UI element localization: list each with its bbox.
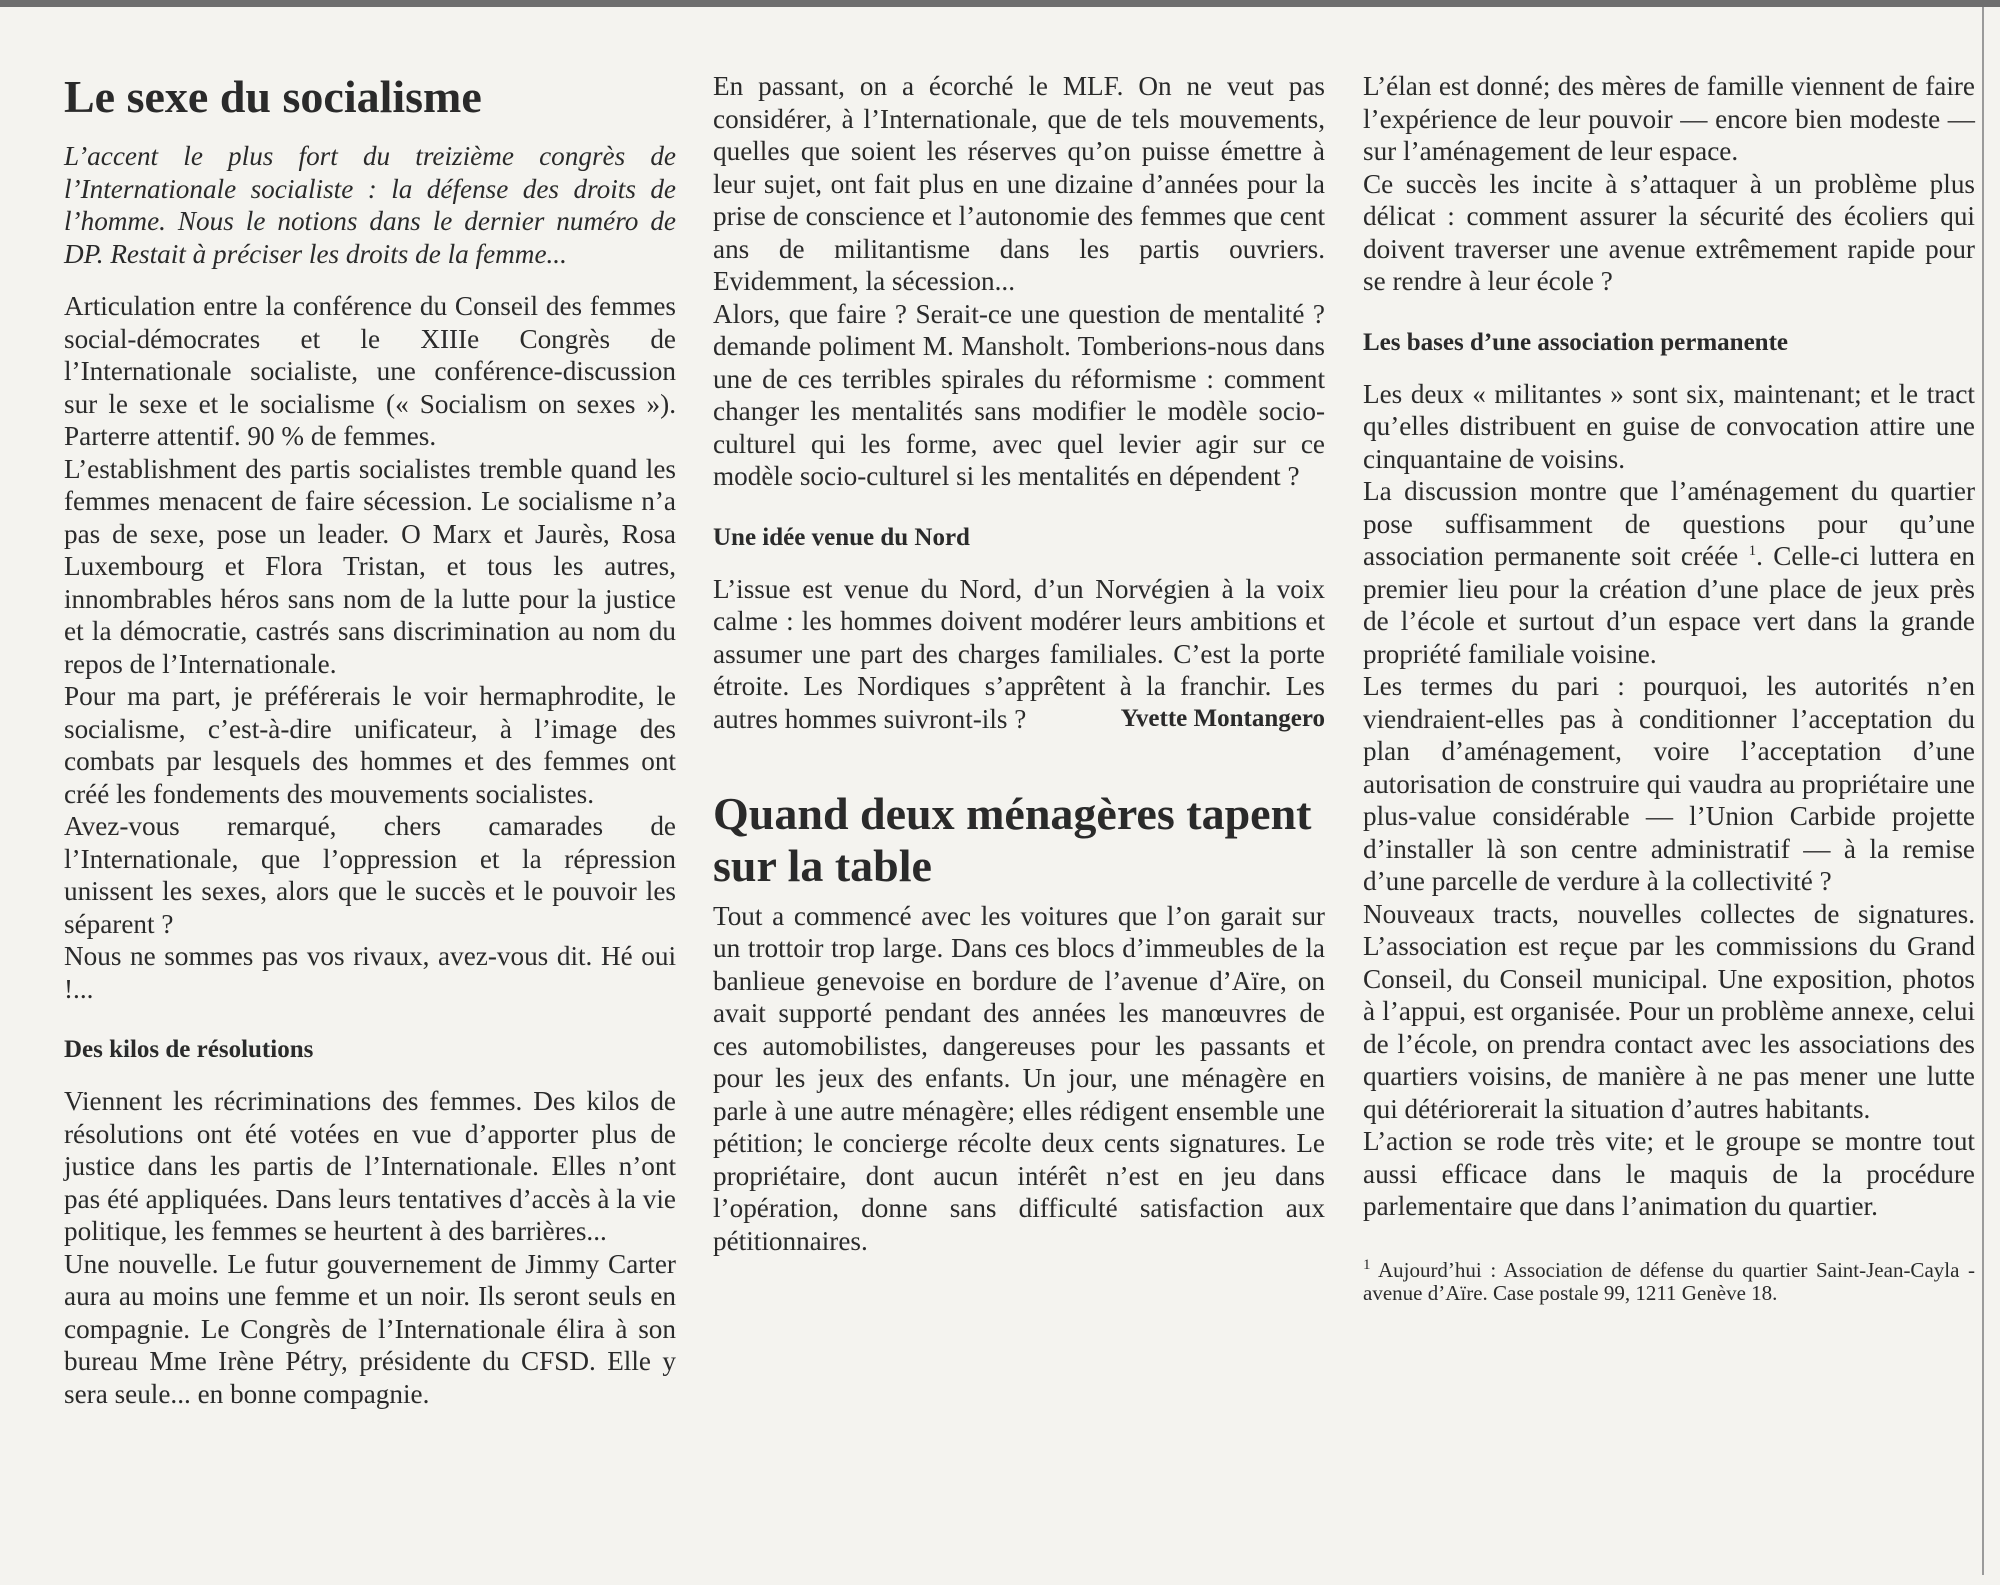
paragraph: Viennent les récriminations des femmes. Des kilos de résolutions ont été votées en vue d’apporter plus de justice dans les partis de l’Internationale. Elles n’ont pas été appliquées. Dans leurs tentatives d’accès à la vie politique, les femmes se heurtent à des barrières... bbox=[64, 1086, 676, 1246]
paragraph: Articulation entre la conférence du Conseil des femmes social-démocrates et le XIIIe Congrès de l’Internationale socialiste, une conférence-discussion sur le sexe et le socialisme (« Socialism on sexes »). Parterre attentif. 90 % de femmes. bbox=[64, 291, 676, 451]
column-1 bbox=[64, 60, 676, 1410]
column-2 bbox=[713, 70, 1325, 1257]
subheading: Les bases d’une association permanente bbox=[1363, 328, 1789, 356]
paragraph: Pour ma part, je préférerais le voir hermaphrodite, le socialisme, c’est-à-dire unificateur, à l’image des combats par lesquels des hommes et des femmes ont créé les fondements des mouvements socialistes. bbox=[64, 681, 676, 809]
page-top-rule bbox=[0, 0, 2000, 7]
paragraph: Nouveaux tracts, nouvelles collectes de signatures. L’association est reçue par les commissions du Grand Conseil, du Conseil municipal. Une exposition, photos à l’appui, est organisée. Pour un problème annexe, celui de l’école, on prendra contact avec les associations des quartiers voisins, de manière à ne pas mener une lutte qui détériorerait la situation d’autres habitants. bbox=[1363, 898, 1975, 1124]
paragraph: L’issue est venue du Nord, d’un Norvégien à la voix calme : les hommes doivent modérer leurs ambitions et assumer une part des charges familiales. C’est la porte étroite. Les Nordiques s’apprêtent à la franchir. Les autres hommes suivront-ils ? bbox=[713, 573, 1325, 734]
paragraph: Tout a commencé avec les voitures que l’on garait sur un trottoir trop large. Dans ces blocs d’immeubles de la banlieue genevoise en bordure de l’avenue d’Aïre, on avait supporté pendant des années les manœuvres de ces automobilistes, dangereuses pour les passants et pour les jeux des enfants. Un jour, une ménagère en parle à une autre ménagère; elles rédigent ensemble une pétition; le concierge récolte deux cents signatures. Le propriétaire, dont aucun intérêt n’est en jeu dans l’opération, donne sans difficulté satisfaction aux pétitionnaires. bbox=[713, 900, 1325, 1256]
paragraph: Une nouvelle. Le futur gouvernement de Jimmy Carter aura au moins une femme et un noir. Ils seront seuls en compagnie. Le Congrès de l’Internationale élira à son bureau Mme Irène Pétry, présidente du CFSD. Elle y sera seule... en bonne compagnie. bbox=[64, 1248, 676, 1409]
article-title: Quand deux ménagères tapent sur la table bbox=[713, 787, 1312, 891]
paragraph-text: La discussion montre que l’aménagement du quartier pose suffisamment de questions pour qu’une association permanente soit créée bbox=[1363, 476, 1975, 571]
column-3 bbox=[1363, 70, 1975, 1305]
article-lede: L’accent le plus fort du treizième congrès de l’Internationale socialiste : la défense des droits de l’homme. Nous le notions dans le dernier numéro de DP. Restait à préciser les droits de la femme... bbox=[64, 141, 676, 269]
paragraph: Les deux « militantes » sont six, maintenant; et le tract qu’elles distribuent en guise de convocation attire une cinquantaine de voisins. bbox=[1363, 378, 1975, 474]
footnote-marker: 1 bbox=[1748, 542, 1757, 559]
paragraph: Les termes du pari : pourquoi, les autorités n’en viendraient-elles pas à conditionner l’acceptation du plan d’aménagement, voire l’acceptation d’une autorisation de construire qui vaudra au propriétaire une plus-value considérable — l’Union Carbide projette d’installer là son centre administratif — à la remise d’une parcelle de verdure à la collectivité ? bbox=[1363, 671, 1975, 896]
paragraph: Nous ne sommes pas vos rivaux, avez-vous dit. Hé oui !... bbox=[64, 941, 676, 1004]
subheading: Une idée venue du Nord bbox=[713, 523, 970, 551]
author-signature: Yvette Montangero bbox=[1120, 705, 1325, 732]
paragraph: En passant, on a écorché le MLF. On ne veut pas considérer, à l’Internationale, que de tels mouvements, quelles que soient les réserves qu’on puisse émettre à leur sujet, ont fait plus en une dizaine d’années pour la prise de conscience et l’autonomie des femmes que cent ans de militantisme dans les partis ouvriers. Evidemment, la sécession... bbox=[713, 71, 1325, 296]
paragraph: Ce succès les incite à s’attaquer à un problème plus délicat : comment assurer la sécurité des écoliers qui doivent traverser une avenue extrêmement rapide pour se rendre à leur école ? bbox=[1363, 168, 1975, 296]
footnote-marker: 1 bbox=[1363, 1256, 1371, 1273]
paragraph: Alors, que faire ? Serait-ce une question de mentalité ? demande poliment M. Mansholt. Tomberions-nous dans une de ces terribles spirales du réformisme : comment changer les mentalités sans modifier le modèle socio-culturel qui les forme, avec quel levier agir sur ce modèle socio-culturel si les mentalités en dépendent ? bbox=[713, 298, 1325, 491]
paragraph: L’action se rode très vite; et le groupe se montre tout aussi efficace dans le maquis de la procédure parlementaire que dans l’animation du quartier. bbox=[1363, 1126, 1975, 1221]
footnote bbox=[1363, 1256, 1976, 1305]
paragraph bbox=[1363, 475, 1975, 670]
article-title: Le sexe du socialisme bbox=[64, 71, 482, 122]
subheading: Des kilos de résolutions bbox=[64, 1036, 314, 1063]
paragraph: L’élan est donné; des mères de famille viennent de faire l’expérience de leur pouvoir — encore bien modeste — sur l’aménagement de leur espace. bbox=[1363, 71, 1975, 166]
paragraph: Avez-vous remarqué, chers camarades de l’Internationale, que l’oppression et la répression unissent les sexes, alors que le succès et le pouvoir les séparent ? bbox=[64, 811, 676, 939]
paragraph: L’establishment des partis socialistes tremble quand les femmes menacent de faire sécession. Le socialisme n’a pas de sexe, pose un leader. O Marx et Jaurès, Rosa Luxembourg et Flora Tristan, et tous les autres, innombrables héros sans nom de la lutte pour la justice et la démocratie, castrés sans discrimination au nom du repos de l’Internationale. bbox=[64, 453, 676, 679]
paragraph-text: . Celle-ci luttera en premier lieu pour la création d’une place de jeux près de l’école et surtout d’un espace vert dans la grande propriété familiale voisine. bbox=[1363, 541, 1976, 669]
footnote-text: Aujourd’hui : Association de défense du quartier Saint-Jean-Cayla - avenue d’Aïre. Case postale 99, 1211 Genève 18. bbox=[1363, 1257, 1976, 1305]
